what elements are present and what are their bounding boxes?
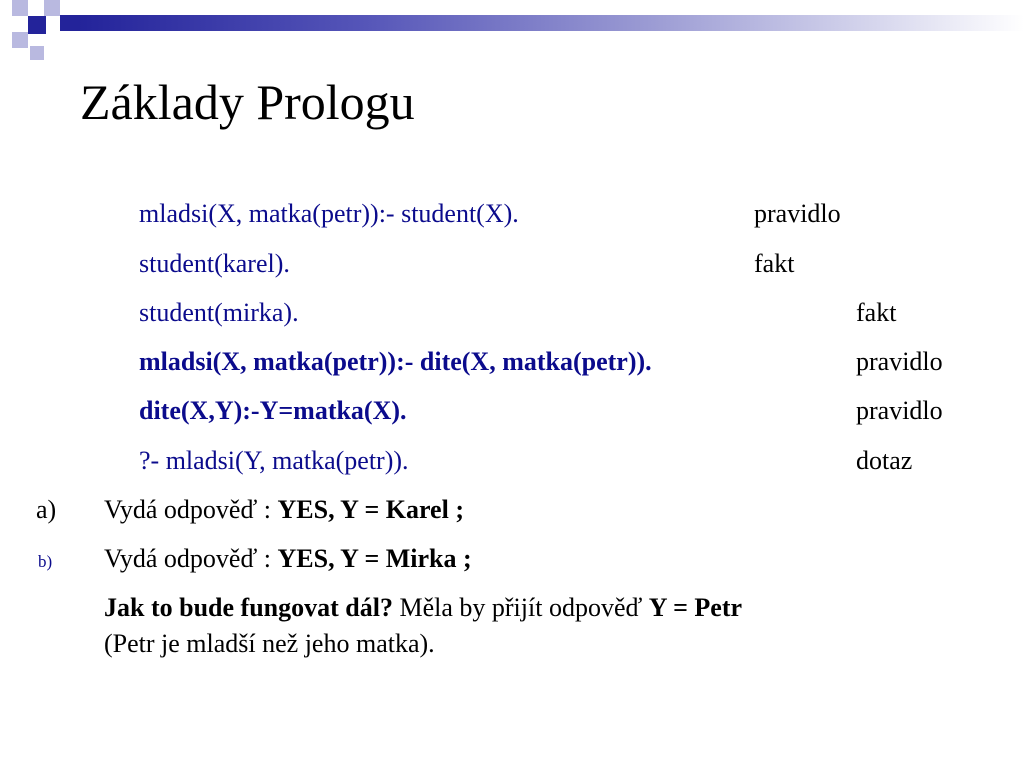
- code-line-4: mladsi(X, matka(petr)):- dite(X, matka(petr)).: [139, 347, 652, 376]
- code-label-3: fakt: [856, 298, 897, 327]
- code-line-5: dite(X,Y):-Y=matka(X).: [139, 396, 407, 425]
- answer-b-result: YES, Y = Mirka ;: [277, 544, 472, 573]
- code-line-1: mladsi(X, matka(petr)):- student(X).: [139, 199, 519, 228]
- list-marker-b: b): [38, 552, 53, 571]
- question-line-1: [104, 592, 742, 624]
- code-label-1: pravidlo: [754, 199, 841, 228]
- header-bar: [78, 15, 1024, 31]
- question-line-2: (Petr je mladší než jeho matka).: [104, 629, 435, 658]
- question-bold-start: Jak to bude fungovat dál?: [104, 593, 393, 622]
- deco-square: [30, 46, 44, 60]
- slide-title: Základy Prologu: [80, 74, 415, 130]
- question-middle: Měla by přijít odpověď: [392, 593, 649, 622]
- answer-a-result: YES, Y = Karel ;: [277, 495, 464, 524]
- code-label-6: dotaz: [856, 446, 913, 475]
- code-line-6: ?- mladsi(Y, matka(petr)).: [139, 446, 409, 475]
- code-label-5: pravidlo: [856, 396, 943, 425]
- deco-square: [12, 0, 28, 16]
- answer-a: [104, 494, 464, 526]
- code-line-3: student(mirka).: [139, 298, 299, 327]
- deco-square: [44, 0, 60, 16]
- list-marker-a: a): [36, 495, 57, 524]
- question-bold-end: Y = Petr: [648, 593, 743, 622]
- deco-square: [60, 15, 78, 31]
- answer-a-prefix: Vydá odpověď :: [104, 495, 278, 524]
- code-line-2: student(karel).: [139, 249, 290, 278]
- code-label-2: fakt: [754, 249, 795, 278]
- answer-b-prefix: Vydá odpověď :: [104, 544, 278, 573]
- code-label-4: pravidlo: [856, 347, 943, 376]
- answer-b: [104, 543, 472, 575]
- deco-square: [12, 32, 28, 48]
- deco-square: [28, 16, 46, 34]
